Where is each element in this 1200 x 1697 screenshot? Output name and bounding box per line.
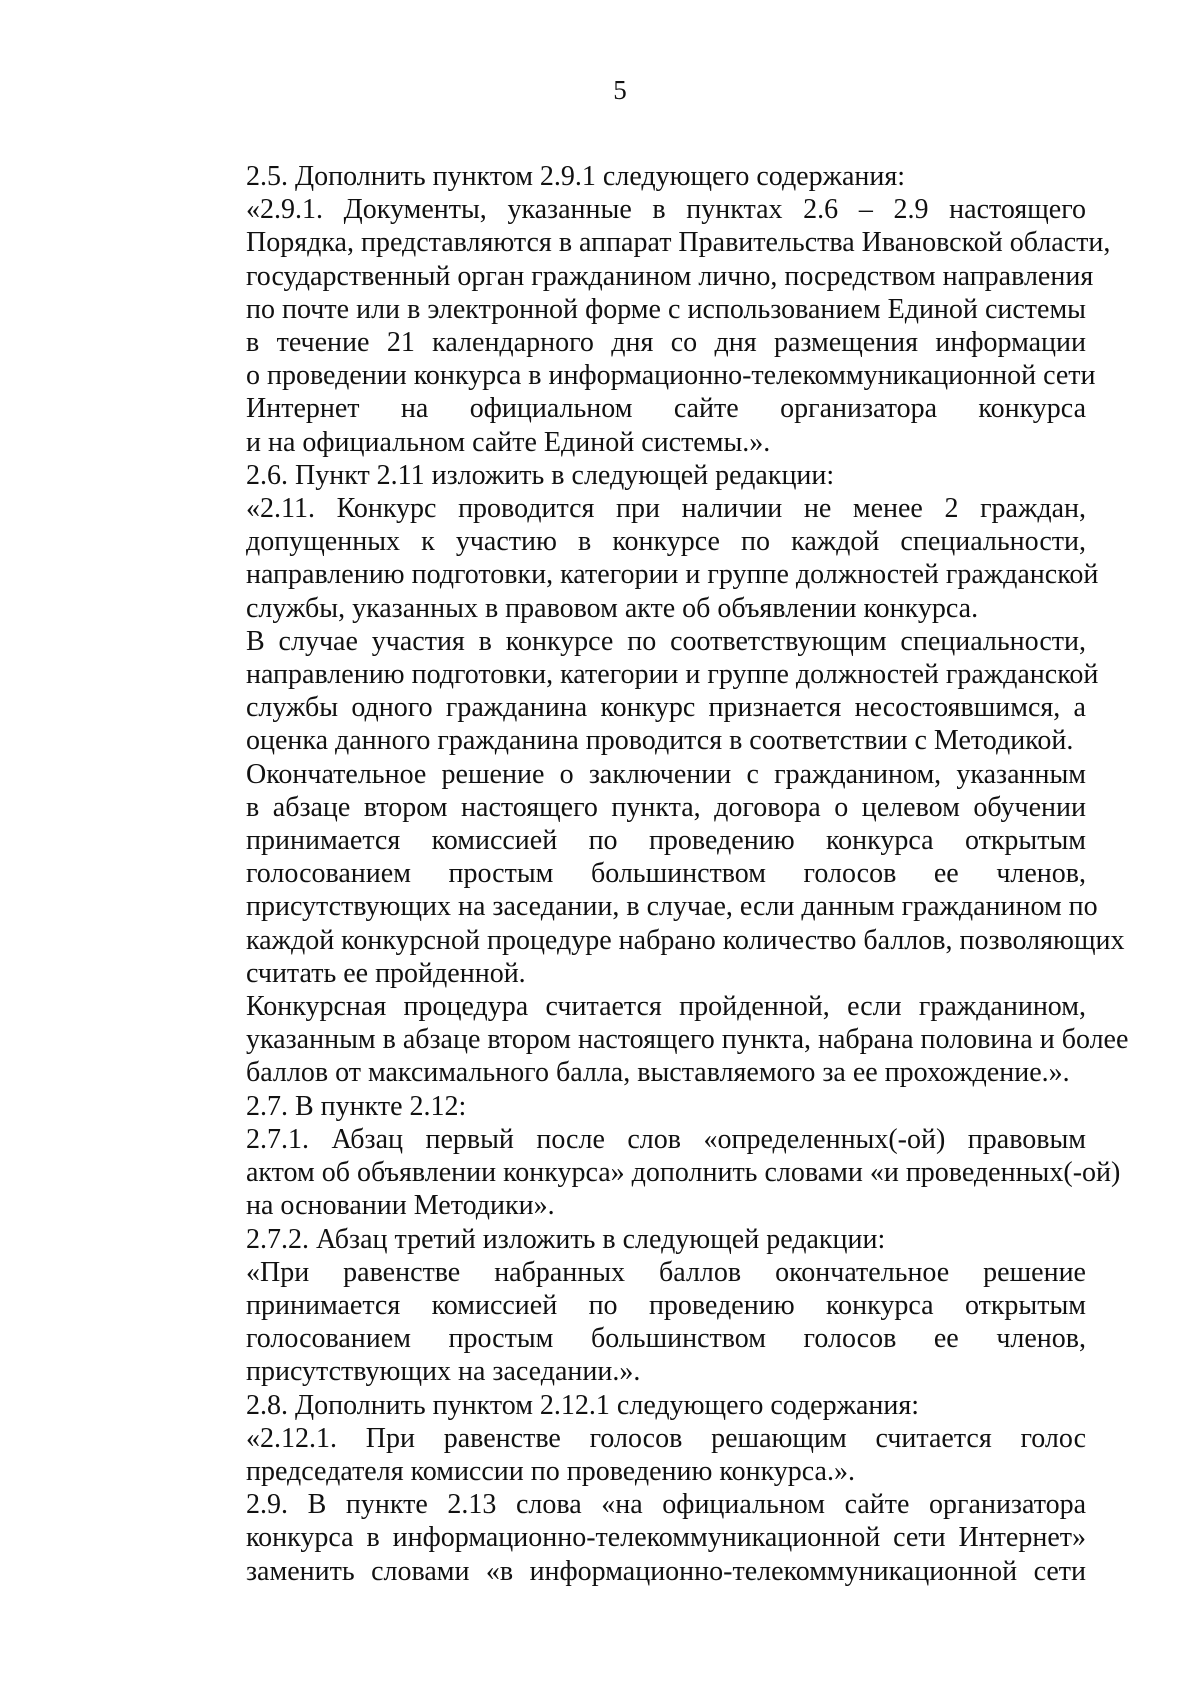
text-line: 2.7.2. Абзац третий изложить в следующей редакции: [246,1223,886,1255]
paragraph-2-7-2 [174,1223,1086,1256]
text-line: Интернет на официальном сайте организатора конкурса [246,393,1086,425]
text-line: считать ее пройденной. [246,957,526,989]
paragraph-2-8 [174,1389,1086,1422]
text-line: 2.7.1. Абзац первый после слов «определенных(-ой) правовым [246,1123,1086,1155]
text-line: председателя комиссии по проведению конкурса.». [246,1455,855,1487]
text-line: баллов от максимального балла, выставляемого за ее прохождение.». [246,1057,1070,1089]
page-number: 5 [613,75,627,105]
text-line: указанным в абзаце втором настоящего пункта, набрана половина и более [246,1024,1129,1056]
text-line: Конкурсная процедура считается пройденной, если гражданином, [246,991,1086,1023]
text-line: в течение 21 календарного дня со дня размещения информации [246,327,1086,359]
text-line: актом об объявлении конкурса» дополнить словами «и проведенных(-ой) [246,1157,1121,1189]
paragraph-procedure-passed [174,990,1129,1090]
text-line: на основании Методики». [246,1190,555,1222]
text-line: 2.8. Дополнить пунктом 2.12.1 следующего содержания: [246,1389,920,1421]
text-line: в абзаце втором настоящего пункта, договора о целевом обучении [246,791,1086,823]
text-line: государственный орган гражданином лично, посредством направления [246,260,1094,292]
paragraph-2-6 [174,459,1086,492]
text-line: 2.5. Дополнить пунктом 2.9.1 следующего содержания: [246,161,906,192]
text-line: оценка данного гражданина проводится в соответствии с Методикой. [246,725,1074,757]
text-line: службы одного гражданина конкурс признается несостоявшимся, а [246,692,1086,724]
text-line: 2.6. Пункт 2.11 изложить в следующей редакции: [246,459,835,491]
text-line: и на официальном сайте Единой системы.». [246,426,771,458]
text-line: конкурса в информационно-телекоммуникационной сети Интернет» [246,1522,1086,1554]
text-line: «2.9.1. Документы, указанные в пунктах 2.6 – 2.9 настоящего [246,194,1086,226]
text-line: «2.11. Конкурс проводится при наличии не менее 2 граждан, [246,493,1086,525]
paragraph-2-7-1 [174,1123,1121,1223]
paragraph-2-7 [174,1090,1086,1123]
text-line: голосованием простым большинством голосов ее членов, [246,858,1086,890]
text-line: «При равенстве набранных баллов окончательное решение [246,1256,1086,1288]
paragraph-single-participant [174,625,1099,758]
text-line: принимается комиссией по проведению конкурса открытым [246,825,1086,857]
text-line: присутствующих на заседании.». [246,1356,641,1388]
text-line: направлению подготовки, категории и группе должностей гражданской [246,559,1099,591]
text-line: присутствующих на заседании, в случае, если данным гражданином по [246,891,1098,923]
paragraph-equal-points-quote [174,1256,1086,1389]
text-line: 2.9. В пункте 2.13 слова «на официальном сайте организатора [246,1489,1086,1521]
document-body [174,160,1129,1588]
text-line: Порядка, представляются в аппарат Правительства Ивановской области, [246,227,1111,259]
paragraph-final-decision [174,758,1125,990]
paragraph-2-9-1-quote [174,193,1111,459]
text-line: о проведении конкурса в информационно-телекоммуникационной сети [246,360,1096,392]
paragraph-2-11-quote [174,492,1099,625]
text-line: каждой конкурсной процедуре набрано количество баллов, позволяющих [246,924,1125,956]
text-line: направлению подготовки, категории и группе должностей гражданской [246,659,1099,691]
text-line: заменить словами «в информационно-телекоммуникационной сети [246,1555,1086,1587]
paragraph-2-5 [174,160,1086,193]
text-line: по почте или в электронной форме с использованием Единой системы [246,293,1086,325]
text-line: Окончательное решение о заключении с гражданином, указанным [246,758,1086,790]
text-line: службы, указанных в правовом акте об объявлении конкурса. [246,592,979,624]
paragraph-2-9 [174,1488,1086,1588]
text-line: голосованием простым большинством голосов ее членов, [246,1323,1086,1355]
text-line: принимается комиссией по проведению конкурса открытым [246,1289,1086,1321]
text-line: «2.12.1. При равенстве голосов решающим считается голос [246,1422,1086,1454]
text-line: 2.7. В пункте 2.12: [246,1090,467,1122]
text-line: В случае участия в конкурсе по соответствующим специальности, [246,625,1086,657]
paragraph-2-12-1-quote [174,1422,1086,1488]
text-line: допущенных к участию в конкурсе по каждой специальности, [246,526,1086,558]
